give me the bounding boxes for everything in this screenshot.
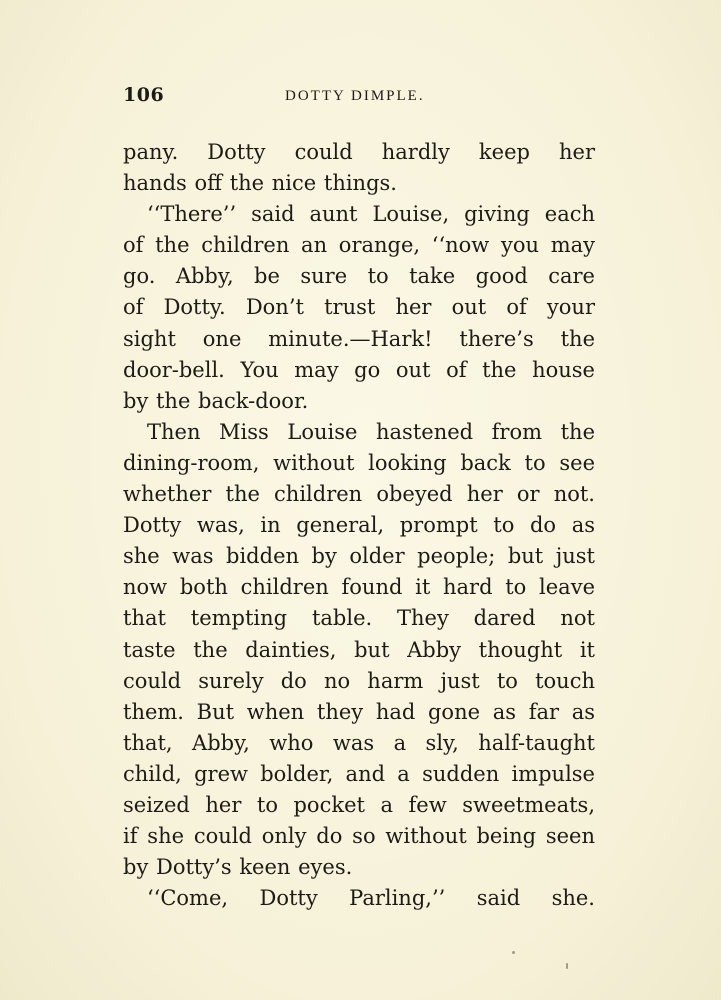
text-line: ‘‘Come, Dotty Parling,’’ said she.	[147, 886, 595, 911]
text-line: by Dotty’s keen eyes.	[123, 855, 353, 880]
text-line: pany. Dotty could hardly keep her	[123, 140, 595, 164]
text-line: by the back-door.	[123, 388, 309, 413]
text-line: seized her to pocket a few sweetmeats,	[123, 792, 595, 817]
text-line: that, Abby, who was a sly, half-taught	[123, 730, 595, 755]
text-line: child, grew bolder, and a sudden impulse	[123, 761, 595, 786]
text-line: taste the dainties, but Abby thought it	[123, 637, 595, 662]
text-line: of Dotty. Don’t trust her out of your	[123, 295, 595, 320]
text-line: them. But when they had gone as far as	[123, 699, 595, 724]
text-line: could surely do no harm just to touch	[123, 668, 595, 693]
text-line: she was bidden by older people; but just	[123, 544, 595, 569]
text-line: if she could only do so without being seen	[123, 824, 595, 849]
page-header	[123, 84, 595, 112]
text-line: Dotty was, in general, prompt to do as	[123, 513, 595, 538]
paper-speck	[566, 963, 568, 969]
text-line: hands off the nice things.	[123, 171, 397, 196]
text-line: that tempting table. They dared not	[123, 606, 595, 631]
text-line: dining-room, without looking back to see	[123, 450, 595, 475]
text-line: whether the children obeyed her or not.	[123, 482, 595, 507]
body-text	[123, 137, 595, 914]
text-line: door-bell. You may go out of the house	[123, 357, 595, 382]
text-line: Then Miss Louise hastened from the	[147, 419, 595, 444]
text-line: ‘‘There’’ said aunt Louise, giving each	[147, 202, 595, 227]
text-line: of the children an orange, ‘‘now you may	[123, 233, 595, 258]
paper-speck	[512, 951, 515, 954]
text-line: now both children found it hard to leave	[123, 575, 595, 600]
text-line: sight one minute.—Hark! there’s the	[123, 326, 595, 351]
running-title: DOTTY DIMPLE.	[285, 88, 425, 104]
text-line: go. Abby, be sure to take good care	[123, 264, 595, 289]
page-number: 106	[123, 84, 165, 106]
